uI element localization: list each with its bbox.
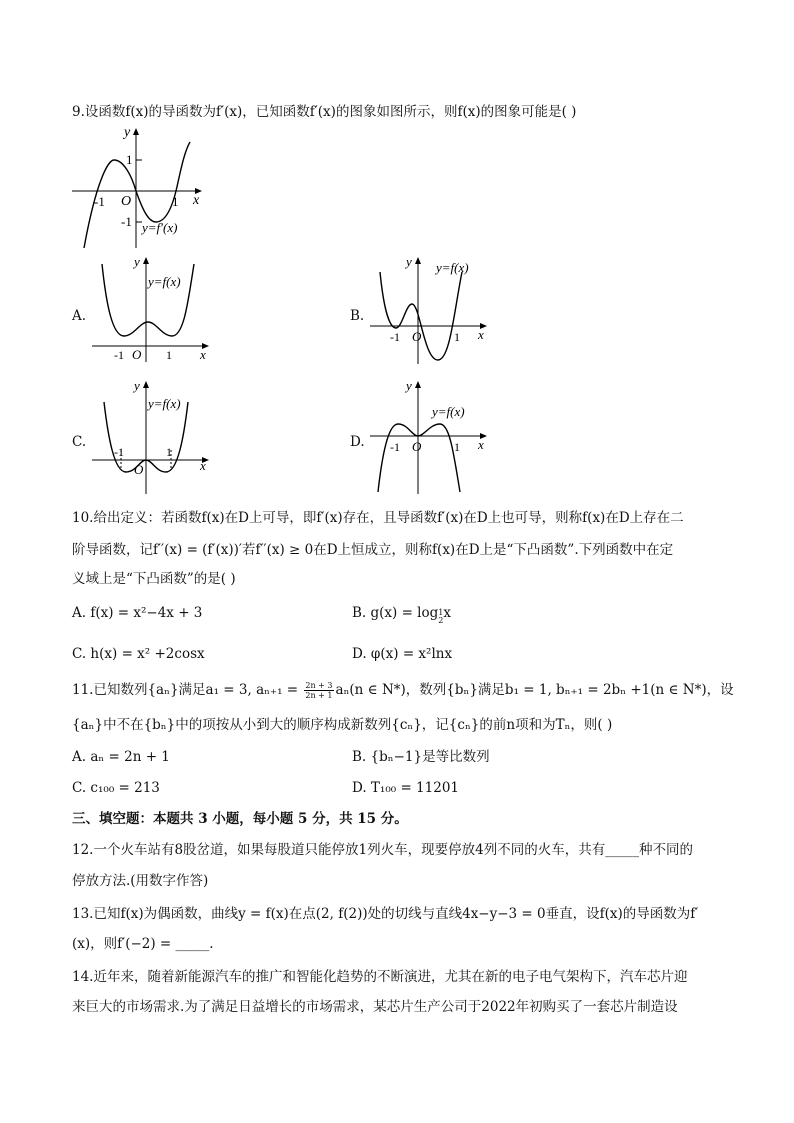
q9-x-label: x: [193, 193, 200, 208]
svg-text:y: y: [134, 378, 140, 393]
q9-stem: 9.设函数f(x)的导函数为f′(x)，已知函数f′(x)的图象如图所示，则f(x)的图象可能是( ): [72, 104, 577, 120]
q9-tick-pos1: 1: [172, 194, 179, 209]
svg-text:y=f(x): y=f(x): [436, 260, 469, 275]
svg-text:y: y: [406, 254, 412, 269]
q11-line2: {aₙ}中不在{bₙ}中的项按从小到大的顺序构成新数列{cₙ}，记{cₙ}的前n项和为Tₙ，则( ): [72, 717, 613, 733]
svg-text:1: 1: [454, 440, 460, 454]
q9-option-a-graph[interactable]: [88, 252, 218, 367]
q9-curve-label: y=f′(x): [142, 220, 178, 235]
q13-line2: (x)，则f′(−2) = _____.: [72, 936, 214, 952]
q9-y-label: y: [124, 125, 131, 140]
q9-tick-yneg1: -1: [121, 214, 132, 229]
svg-text:-1: -1: [114, 348, 124, 362]
q10-line3: 义域上是“下凸函数”的是( ): [72, 571, 236, 587]
q11-option-a[interactable]: A. aₙ = 2n + 1: [72, 749, 170, 765]
q11-option-b[interactable]: B. {bₙ−1}是等比数列: [352, 749, 490, 765]
svg-text:x: x: [200, 458, 206, 473]
q9-option-c-letter[interactable]: C.: [72, 434, 87, 450]
q14-line1: 14.近年来，随着新能源汽车的推广和智能化趋势的不断演进，尤其在新的电子电气架构下，汽车芯片迎: [72, 969, 688, 985]
q10-option-d[interactable]: D. φ(x) = x²lnx: [352, 646, 453, 662]
q9-option-b-graph[interactable]: [366, 252, 496, 367]
svg-text:x: x: [200, 347, 206, 362]
q9-option-c-graph[interactable]: [88, 376, 218, 496]
q9-origin-label: O: [121, 194, 132, 209]
svg-text:1: 1: [454, 330, 460, 344]
svg-text:-1: -1: [114, 445, 124, 459]
q11-line1: 11.已知数列{aₙ}满足a₁ = 3, aₙ₊₁ = $\frac{2n + 3}{2n + 1}$ aₙ(n ∈ N*)，数列{bₙ}满足b₁ = 1, bₙ₊₁ = 2bₙ +1(n ∈ N*)，设: [72, 681, 734, 700]
q9-option-a-letter[interactable]: A.: [72, 308, 87, 324]
q12-line1: 12.一个火车站有8股岔道，如果每股道只能停放1列火车，现要停放4列不同的火车，共有_____种不同的: [72, 842, 693, 858]
q14-line2: 来巨大的市场需求.为了满足日益增长的市场需求，某芯片生产公司于2022年初购买了一套芯片制造设: [72, 999, 678, 1015]
q11-option-c[interactable]: C. c₁₀₀ = 213: [72, 780, 160, 796]
q12-line2: 停放方法.(用数字作答): [72, 873, 209, 889]
q9-tick-y1: 1: [126, 152, 133, 167]
q13-line1: 13.已知f(x)为偶函数，曲线y = f(x)在点(2, f(2))处的切线与直线4x−y−3 = 0垂直，设f(x)的导函数为f′: [72, 906, 699, 922]
svg-text:O: O: [412, 329, 422, 344]
svg-text:-1: -1: [390, 440, 400, 454]
svg-text:O: O: [134, 462, 144, 477]
q9-derivative-graph: [66, 122, 216, 252]
q9-tick-neg1: -1: [94, 194, 105, 209]
q10-option-a[interactable]: A. f(x) = x²−4x + 3: [72, 605, 203, 621]
svg-text:y=f(x): y=f(x): [432, 404, 465, 419]
svg-text:O: O: [412, 439, 422, 454]
q11-option-d[interactable]: D. T₁₀₀ = 11201: [352, 780, 460, 796]
q9-option-d-graph[interactable]: [366, 376, 496, 496]
svg-text:x: x: [478, 437, 484, 452]
q10-line2: 阶导函数，记f′′(x) = (f′(x))′若f′′(x) ≥ 0在D上恒成立，则称f(x)在D上是“下凸函数”.下列函数中在定: [72, 542, 674, 558]
q9-option-b-letter[interactable]: B.: [350, 308, 365, 324]
svg-text:y=f(x): y=f(x): [148, 274, 181, 289]
svg-text:y=f(x): y=f(x): [148, 396, 181, 411]
q10-line1: 10.给出定义：若函数f(x)在D上可导，即f′(x)存在，且导函数f′(x)在D上也可导，则称f(x)在D上存在二: [72, 510, 684, 526]
q10-option-b[interactable]: B. g(x) = log1 2x: [352, 605, 451, 625]
svg-text:1: 1: [166, 348, 172, 362]
svg-text:-1: -1: [390, 330, 400, 344]
svg-text:y: y: [406, 378, 412, 393]
section-heading: 三、填空题：本题共 3 小题，每小题 5 分，共 15 分。: [72, 811, 408, 827]
q10-option-c[interactable]: C. h(x) = x² +2cosx: [72, 646, 205, 662]
svg-text:y: y: [134, 254, 140, 269]
q9-option-d-letter[interactable]: D.: [350, 434, 365, 450]
svg-text:x: x: [478, 327, 484, 342]
svg-text:1: 1: [166, 445, 172, 459]
svg-text:O: O: [132, 347, 142, 362]
